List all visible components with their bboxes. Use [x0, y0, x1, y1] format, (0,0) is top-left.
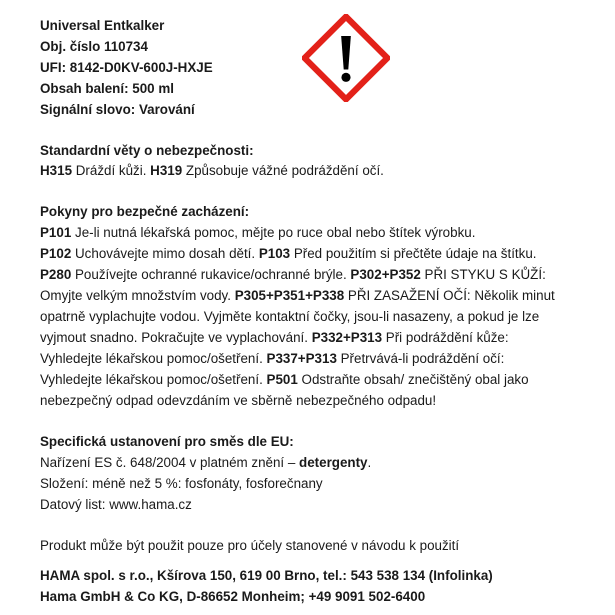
precaution-line-8 [40, 370, 529, 390]
detergents-label: detergenty [299, 455, 368, 470]
p332-text-cont: Vyhledejte lékařskou pomoc/ošetření. [40, 351, 267, 366]
h319-code: H319 [150, 163, 183, 178]
h315-code: H315 [40, 163, 73, 178]
p101-code: P101 [40, 225, 72, 240]
p337-text: Přetrvává-li podráždění očí: [336, 351, 505, 366]
p501-text: Odstraňte obsah/ znečištěný obal jako [297, 372, 529, 387]
exclamation-mark-hazard-icon [302, 14, 390, 102]
p501-code: P501 [266, 372, 298, 387]
precaution-line-1 [40, 223, 475, 243]
p302-text: PŘI STYKU S KŮŽÍ: [420, 267, 546, 282]
regulation-text: Nařízení ES č. 648/2004 v platném znění – [40, 455, 300, 470]
contact-line-de: Hama GmbH & Co KG, D-86652 Monheim; +49 9091 502-6400 [40, 589, 426, 604]
precautionary-heading: Pokyny pro bezpečné zacházení: [40, 204, 250, 219]
p102-code: P102 [40, 246, 72, 261]
p305-text: PŘI ZASAŽENÍ OČÍ: Několik minut [344, 288, 555, 303]
p103-code: P103 [258, 246, 291, 261]
contact-line-cz: HAMA spol. s r.o., Kšírova 150, 619 00 Brno, tel.: 543 538 134 (Infolinka) [40, 568, 493, 583]
p305-code: P305+P351+P338 [234, 288, 345, 303]
precaution-line-5: opatrně vyplachujte vodou. Vyjměte kontaktní čočky, jsou-li nasazeny, a pokud je lze [40, 309, 540, 324]
hazard-statements-heading: Standardní věty o nebezpečnosti: [40, 143, 254, 158]
precaution-line-3 [40, 265, 546, 285]
order-number: Obj. číslo 110734 [40, 39, 148, 54]
p302-code: P302+P352 [350, 267, 421, 282]
p332-text: Při podráždění kůže: [382, 330, 509, 345]
p280-text: Používejte ochranné rukavice/ochranné brýle. [71, 267, 351, 282]
datasheet-line: Datový list: www.hama.cz [40, 497, 192, 512]
p305-text-end: vyjmout snadno. Pokračujte ve vyplachování. [40, 330, 312, 345]
ufi-code: UFI: 8142-D0KV-600J-HXJE [40, 60, 213, 75]
precaution-line-9: nebezpečný odpad odevzdáním ve sběrně nebezpečného odpadu! [40, 393, 437, 408]
composition-line: Složení: méně než 5 %: fosfonáty, fosforečnany [40, 476, 323, 491]
eu-provisions-heading: Specifická ustanovení pro směs dle EU: [40, 434, 294, 449]
hazard-statements-line [40, 161, 384, 181]
product-name: Universal Entkalker [40, 18, 165, 33]
p332-code: P332+P313 [311, 330, 383, 345]
precaution-line-6 [40, 328, 509, 348]
precaution-line-7 [40, 349, 504, 369]
package-volume: Obsah balení: 500 ml [40, 81, 174, 96]
h315-text: Dráždí kůži. [72, 163, 151, 178]
p101-text: Je-li nutná lékařská pomoc, mějte po ruce obal nebo štítek výrobku. [71, 225, 476, 240]
p337-text-cont: Vyhledejte lékařskou pomoc/ošetření. [40, 372, 267, 387]
p337-code: P337+P313 [266, 351, 337, 366]
h319-text: Způsobuje vážné podráždění očí. [182, 163, 384, 178]
signal-word: Signální slovo: Varování [40, 102, 195, 117]
precaution-line-2 [40, 244, 537, 264]
regulation-end: . [367, 455, 372, 470]
precaution-line-4 [40, 286, 555, 306]
p103-text: Před použitím si přečtěte údaje na štítku. [290, 246, 537, 261]
p302-text-cont: Omyjte velkým množstvím vody. [40, 288, 235, 303]
p102-text: Uchovávejte mimo dosah dětí. [71, 246, 259, 261]
regulation-line [40, 453, 371, 473]
p280-code: P280 [40, 267, 72, 282]
usage-note: Produkt může být použit pouze pro účely stanovené v návodu k použití [40, 538, 460, 553]
